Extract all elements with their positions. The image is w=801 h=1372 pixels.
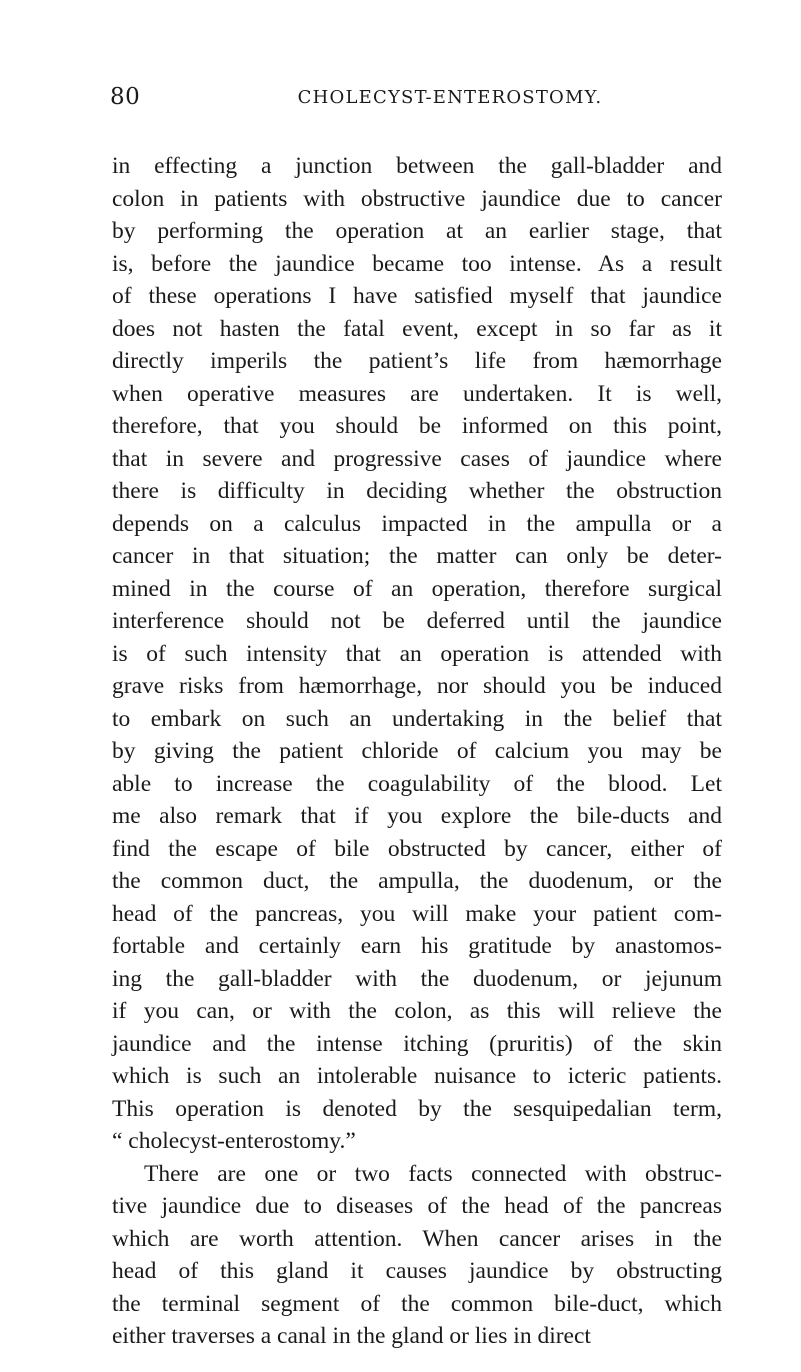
running-title: CHOLECYST-ENTEROSTOMY. xyxy=(297,87,603,108)
text-line: to embark on such an undertaking in the belief that xyxy=(112,705,722,732)
text-line: grave risks from hæmorrhage, nor should you be induced xyxy=(112,673,722,699)
text-line: cancer in that situation; the matter can only be deter- xyxy=(112,543,722,569)
text-line: This operation is denoted by the sesquipedalian term, xyxy=(112,1095,722,1122)
text-line: in effecting a junction between the gall-bladder and xyxy=(112,153,722,179)
text-line: therefore, that you should be informed on this point, xyxy=(112,413,722,439)
text-line: if you can, or with the colon, as this will relieve the xyxy=(112,998,722,1024)
text-line: tive jaundice due to diseases of the head of the pancreas xyxy=(112,1193,722,1219)
page-number: 80 xyxy=(110,84,141,110)
text-line: directly imperils the patient’s life from hæmorrhage xyxy=(112,348,722,374)
text-line: when operative measures are undertaken. It is well, xyxy=(112,380,722,407)
text-line: does not hasten the fatal event, except in so far as it xyxy=(112,315,722,342)
text-line: There are one or two facts connected with obstruc- xyxy=(144,1160,722,1187)
text-line: of these operations I have satisfied myself that jaundice xyxy=(112,283,722,309)
body-text xyxy=(112,150,722,1353)
text-line: is, before the jaundice became too intense. As a result xyxy=(112,250,722,277)
text-line: either traverses a canal in the gland or lies in direct xyxy=(112,1323,591,1349)
text-line: which is such an intolerable nuisance to icteric patients. xyxy=(112,1063,722,1089)
text-line: interference should not be deferred until the jaundice xyxy=(112,608,722,634)
text-line: head of the pancreas, you will make your patient com- xyxy=(112,900,722,927)
text-line: fortable and certainly earn his gratitude by anastomos- xyxy=(112,933,722,959)
text-line: “ cholecyst-enterostomy.” xyxy=(112,1128,356,1154)
text-line: is of such intensity that an operation is attended with xyxy=(112,640,722,667)
text-line: jaundice and the intense itching (pruritis) of the skin xyxy=(112,1030,722,1057)
text-line: mined in the course of an operation, therefore surgical xyxy=(112,575,722,602)
text-line: by giving the patient chloride of calcium you may be xyxy=(112,738,722,764)
paragraph xyxy=(112,1158,722,1353)
text-line: depends on a calculus impacted in the ampulla or a xyxy=(112,510,722,537)
text-line: the terminal segment of the common bile-duct, which xyxy=(112,1290,722,1317)
text-line: me also remark that if you explore the bile-ducts and xyxy=(112,803,722,829)
paragraph xyxy=(112,150,722,1158)
text-line: that in severe and progressive cases of jaundice where xyxy=(112,445,722,472)
text-line: ing the gall-bladder with the duodenum, or jejunum xyxy=(112,965,722,992)
text-line: able to increase the coagulability of the blood. Let xyxy=(112,770,722,797)
text-line: colon in patients with obstructive jaundice due to cancer xyxy=(112,185,722,212)
running-head xyxy=(110,84,720,114)
text-line: the common duct, the ampulla, the duodenum, or the xyxy=(112,868,722,894)
text-line: head of this gland it causes jaundice by obstructing xyxy=(112,1258,722,1284)
text-line: there is difficulty in deciding whether the obstruction xyxy=(112,478,722,504)
text-line: which are worth attention. When cancer arises in the xyxy=(112,1225,722,1252)
text-line: by performing the operation at an earlier stage, that xyxy=(112,218,722,244)
text-line: find the escape of bile obstructed by cancer, either of xyxy=(112,835,722,862)
